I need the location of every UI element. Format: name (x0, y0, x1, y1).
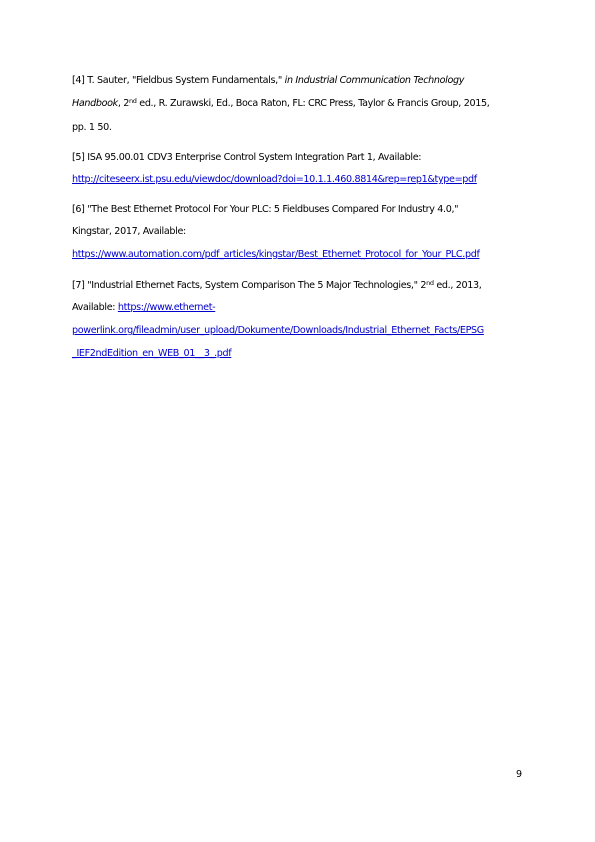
reference-7-line-1 (72, 280, 481, 292)
reference-7-line-2 (72, 302, 215, 314)
reference-6-line-3 (72, 249, 479, 261)
reference-4-italic-title: in Industrial Communication Technology (284, 75, 465, 86)
reference-4-text: [4] T. Sauter, "Fieldbus System Fundamentals," (72, 75, 285, 86)
reference-6-text: [6] "The Best Ethernet Protocol For Your PLC: 5 Fieldbuses Compared For Industry 4.0," (72, 204, 459, 215)
reference-4-edition-a: , 2 (117, 98, 130, 109)
reference-4-line-3 (72, 122, 112, 134)
reference-6-line-2 (72, 226, 186, 238)
reference-6-line-1 (72, 204, 458, 216)
reference-6-link[interactable]: https://www.automation.com/pdf_articles/kingstar/Best_Ethernet_Protocol_for_Your_PLC.pdf (72, 249, 480, 260)
reference-7-link-part-3[interactable]: _IEF2ndEdition_en_WEB_01__3_.pdf (72, 348, 232, 359)
reference-6-source: Kingstar, 2017, Available: (72, 226, 186, 237)
reference-7-line-4 (72, 348, 231, 360)
reference-7-superscript: nd (426, 279, 434, 287)
reference-4-italic-handbook: Handbook (72, 98, 118, 109)
reference-4-line-2 (72, 98, 489, 110)
reference-4-pages: pp. 1 50. (72, 122, 112, 133)
reference-7-link-part-2[interactable]: powerlink.org/fileadmin/user_upload/Dokumente/Downloads/Industrial_Ethernet_Facts/EPSG (72, 325, 484, 336)
reference-4-line-1 (72, 75, 464, 87)
reference-7-link-part-1[interactable]: https://www.ethernet- (117, 302, 216, 313)
reference-7-text-a: [7] "Industrial Ethernet Facts, System Comparison The 5 Major Technologies," 2 (72, 280, 427, 291)
reference-7-text-b: ed., 2013, (433, 280, 482, 291)
reference-7-line-3 (72, 325, 484, 337)
reference-7-available: Available: (72, 302, 118, 313)
page-number: 9 (516, 769, 522, 780)
reference-4-edition-b: ed., R. Zurawski, Ed., Boca Raton, FL: CRC Press, Taylor & Francis Group, 2015, (136, 98, 490, 109)
reference-5-link[interactable]: http://citeseerx.ist.psu.edu/viewdoc/download?doi=10.1.1.460.8814&rep=rep1&type=pdf (72, 174, 477, 185)
reference-5-text: [5] ISA 95.00.01 CDV3 Enterprise Control System Integration Part 1, Available: (72, 152, 422, 163)
reference-4-superscript: nd (129, 97, 137, 105)
reference-5-line-2 (72, 174, 477, 186)
reference-5-line-1 (72, 152, 421, 164)
